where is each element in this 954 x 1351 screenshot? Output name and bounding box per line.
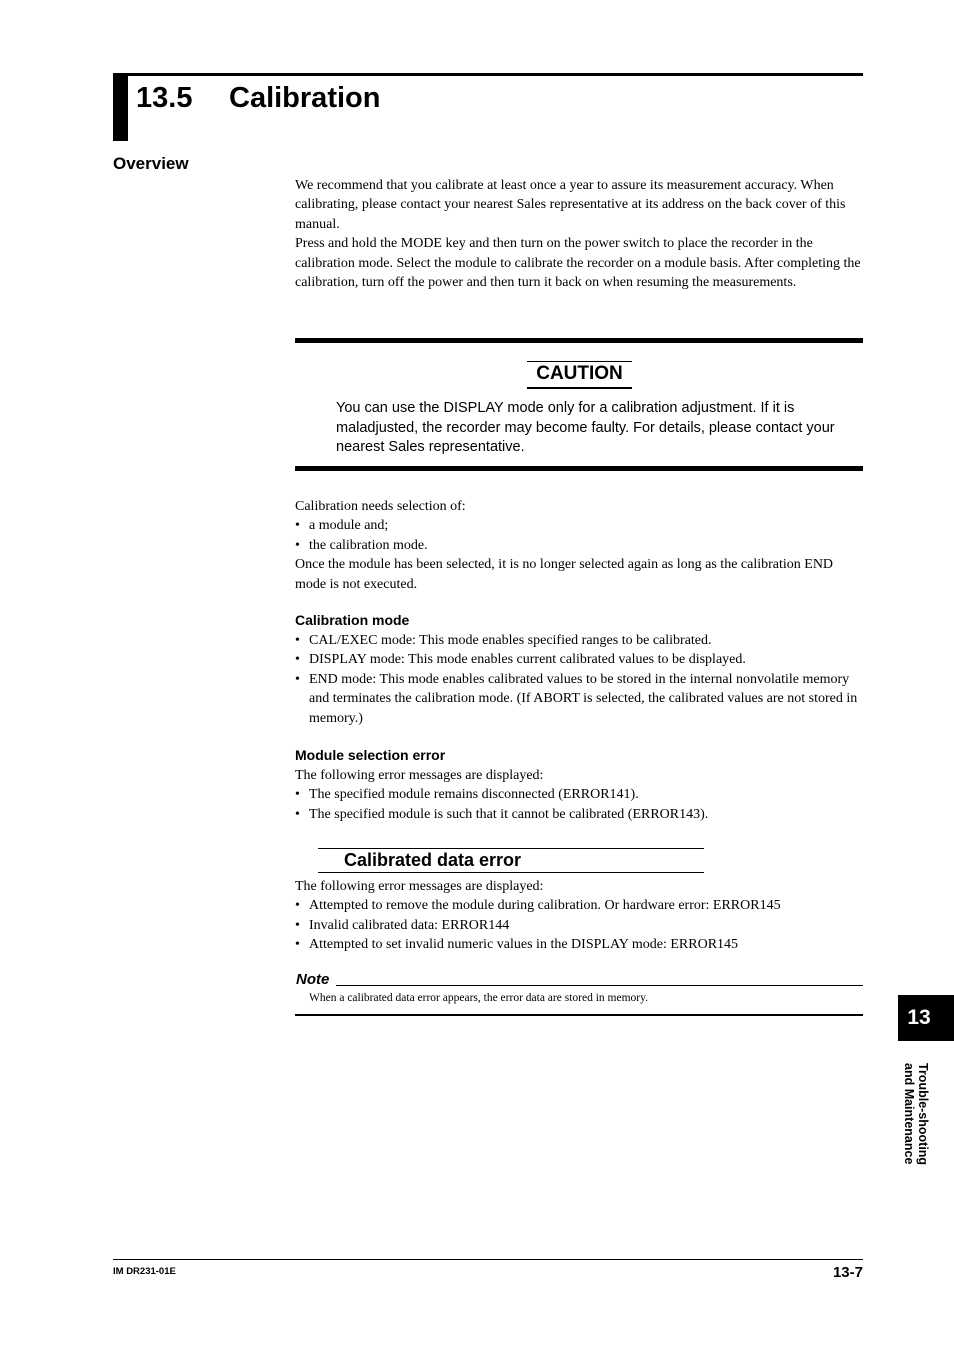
- module-error-intro: The following error messages are displayed:: [295, 768, 544, 783]
- module-error-heading: Module selection error: [295, 747, 446, 763]
- list-item: • CAL/EXEC mode: This mode enables specified ranges to be calibrated.: [295, 631, 865, 650]
- overview-paragraph-1: We recommend that you calibrate at least once a year to assure its measurement accuracy. When calibrating, please contact your nearest Sales representative at its address on the back cover of this manual.: [295, 178, 846, 232]
- list-item: • The specified module is such that it cannot be calibrated (ERROR143).: [295, 805, 865, 824]
- selection-list: [295, 516, 865, 555]
- overview-heading: Overview: [113, 154, 189, 173]
- caution-text: You can use the DISPLAY mode only for a calibration adjustment. If it is maladjusted, the recorder may become faulty. For details, please contact your nearest Sales representative.: [336, 400, 835, 455]
- selection-intro: Calibration needs selection of:: [295, 499, 466, 514]
- selection-outro: Once the module has been selected, it is no longer selected again as long as the calibration END mode is not executed.: [295, 557, 834, 592]
- calibration-mode-list: [295, 631, 865, 728]
- module-error-list: [295, 785, 865, 824]
- note-bottom-rule: [295, 1014, 863, 1016]
- list-item: • the calibration mode.: [295, 536, 865, 555]
- note-text: When a calibrated data error appears, the error data are stored in memory.: [309, 992, 648, 1004]
- overview-paragraph-2: Press and hold the MODE key and then turn on the power switch to place the recorder in the calibration mode. Select the module to calibrate the recorder on a module basis. After completing the calibration, turn off the power and then turn it back on when resuming the measurements.: [295, 236, 861, 291]
- calibrated-error-bottom-rule: [318, 872, 704, 873]
- note-top-rule: [336, 985, 863, 986]
- section-marker-bar: [113, 73, 128, 141]
- chapter-title: Trouble-shooting and Maintenance: [902, 1063, 930, 1166]
- section-title: Calibration: [229, 82, 381, 114]
- calibration-mode-heading: Calibration mode: [295, 612, 410, 628]
- calibrated-error-block: [295, 877, 865, 955]
- document-id: IM DR231-01E: [113, 1266, 176, 1277]
- list-item: • The specified module remains disconnected (ERROR141).: [295, 785, 865, 804]
- list-item: • END mode: This mode enables calibrated values to be stored in the internal nonvolatile memory and terminates the calibration mode. (If ABORT is selected, the calibrated values are not stored in memory.): [295, 670, 865, 728]
- section-number: 13.5: [136, 82, 193, 114]
- list-item: • DISPLAY mode: This mode enables current calibrated values to be displayed.: [295, 650, 865, 669]
- calibrated-error-top-rule: [318, 848, 704, 849]
- selection-block: [295, 497, 865, 594]
- footer-rule: [113, 1259, 863, 1260]
- overview-text: [295, 176, 865, 292]
- caution-label: CAUTION: [536, 363, 623, 384]
- module-error-block: [295, 766, 865, 824]
- section-header-rule: [128, 73, 863, 76]
- page-number: 13-7: [832, 1264, 863, 1281]
- chapter-number: 13: [907, 1006, 931, 1029]
- list-item: • Attempted to remove the module during calibration. Or hardware error: ERROR145: [295, 896, 865, 915]
- calibrated-error-list: [295, 896, 865, 954]
- list-item: • a module and;: [295, 516, 865, 535]
- chapter-tab: [898, 995, 954, 1041]
- calibration-mode-block: [295, 631, 865, 728]
- caution-top-rule: [295, 338, 863, 343]
- list-item: • Invalid calibrated data: ERROR144: [295, 916, 865, 935]
- note-label: Note: [296, 971, 330, 988]
- caution-bottom-rule: [295, 466, 863, 471]
- calibrated-error-intro: The following error messages are displayed:: [295, 879, 544, 894]
- list-item: • Attempted to set invalid numeric values in the DISPLAY mode: ERROR145: [295, 935, 865, 954]
- calibrated-error-heading: Calibrated data error: [344, 850, 522, 870]
- caution-label-box: [527, 361, 632, 389]
